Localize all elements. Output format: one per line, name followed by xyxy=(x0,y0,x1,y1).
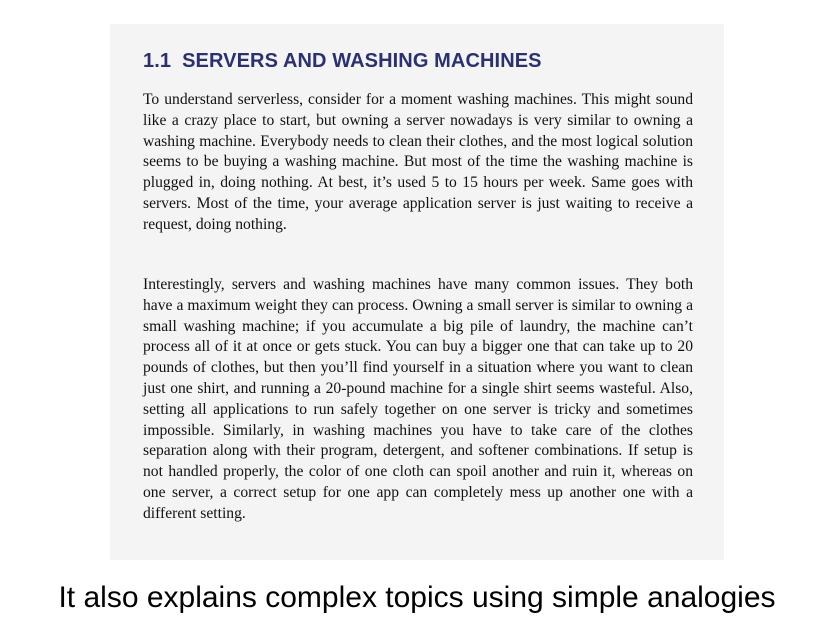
slide-caption: It also explains complex topics using simple analogies xyxy=(58,581,776,614)
book-page-excerpt xyxy=(110,24,724,560)
section-title: SERVERS AND WASHING MACHINES xyxy=(182,50,542,72)
section-heading xyxy=(143,50,542,73)
section-number: 1.1 xyxy=(143,50,172,72)
body-paragraph-2: Interestingly, servers and washing machines have many common issues. They both have a maximum weight they can process. Owning a small server is similar to owning a small washing machine; if you accumulate a big pile of laundry, the machine can’t process all of it at once or gets stuck. You can buy a bigger one that can take up to 20 pounds of clothes, but then you’ll find yourself in a situation where you want to clean just one shirt, and running a 20-pound machine for a single shirt seems wasteful. Also, setting all applications to run safely together on one server is tricky and sometimes impossible. Similarly, in washing machines you have to take care of the clothes separation along with their program, detergent, and softener combinations. If setup is not handled properly, the color of one cloth can spoil another and ruin it, whereas on one server, a correct setup for one app can completely mess up another one with a different setting. xyxy=(143,276,693,522)
body-paragraph-1: To understand serverless, consider for a moment washing machines. This might sound like a crazy place to start, but owning a server nowadays is very similar to owning a washing machine. Everybody needs to clean their clothes, and the most logical solution seems to be buying a washing machine. But most of the time the washing machine is plugged in, doing nothing. At best, it’s used 5 to 15 hours per week. Same goes with servers. Most of the time, your average application server is just waiting to receive a request, doing nothing. xyxy=(143,91,693,233)
